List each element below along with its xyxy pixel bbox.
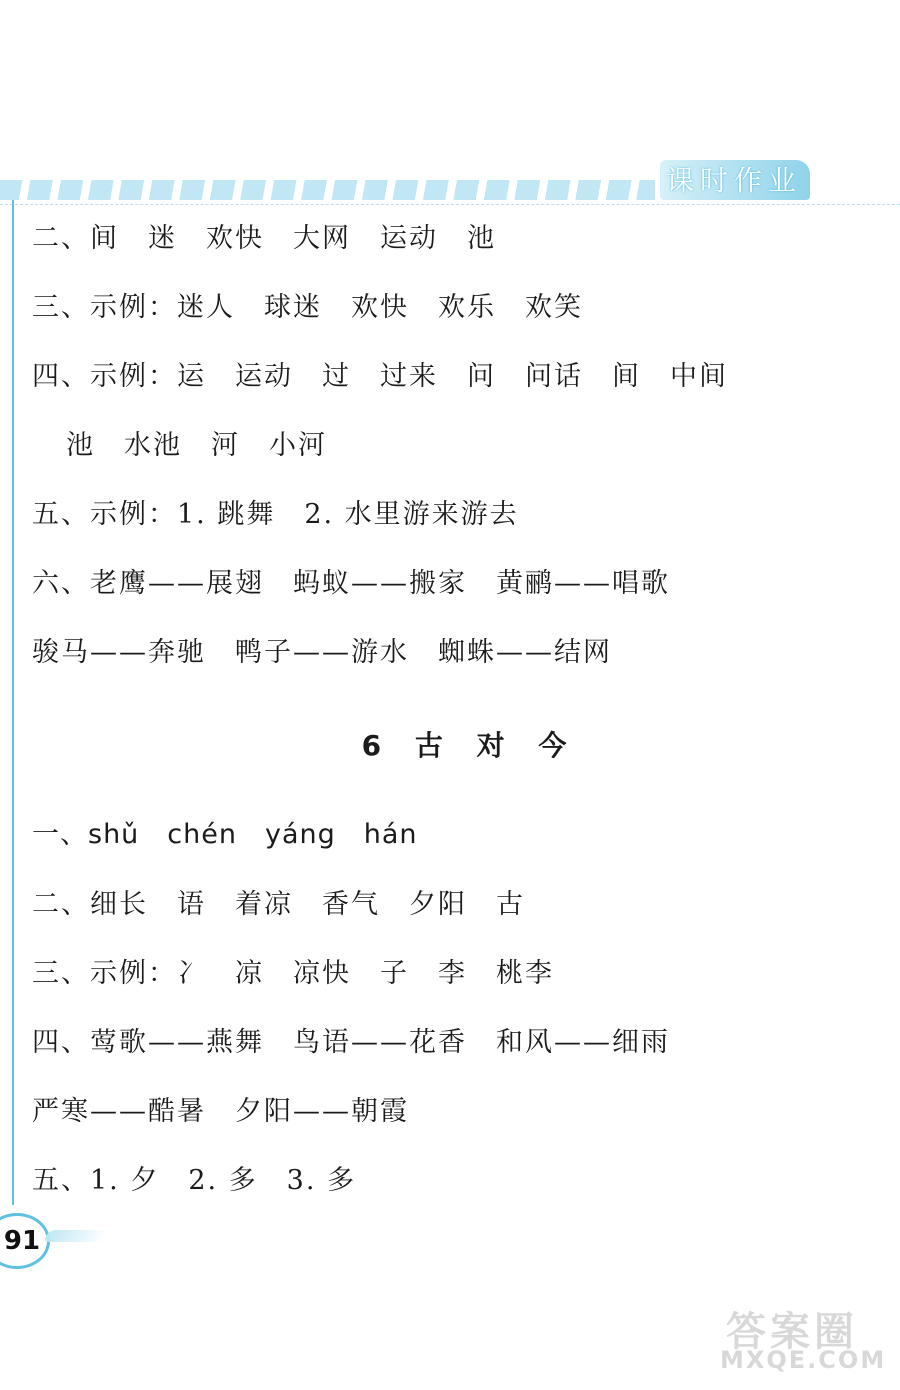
answer-line: 池 水池 河 小河 [66, 430, 327, 461]
header-title: 课时作业 [660, 160, 810, 200]
page-number-ribbon [43, 1230, 110, 1242]
margin-rule [12, 200, 14, 1205]
answer-line: 一、shǔ chén yáng hán [32, 819, 418, 850]
watermark-url: MXQE.COM [720, 1346, 887, 1374]
answer-line: 五、示例：1. 跳舞 2. 水里游来游去 [32, 499, 519, 530]
answer-line: 四、莺歌——燕舞 鸟语——花香 和风——细雨 [32, 1027, 670, 1058]
answer-line: 二、细长 语 着凉 香气 夕阳 古 [32, 889, 525, 920]
answer-line: 六、老鹰——展翅 蚂蚁——搬家 黄鹂——唱歌 [32, 568, 670, 599]
answer-line: 四、示例：运 运动 过 过来 问 问话 间 中间 [32, 361, 728, 392]
page-number: 91 [0, 1213, 50, 1269]
watermark-logo-text: 答案圈 [726, 1309, 858, 1355]
header-stripe [0, 180, 655, 200]
answer-line: 五、1. 夕 2. 多 3. 多 [32, 1165, 357, 1196]
answer-line: 严寒——酷暑 夕阳——朝霞 [32, 1096, 409, 1127]
answer-line: 三、示例：冫 凉 凉快 子 李 桃李 [32, 958, 554, 989]
watermark [720, 1300, 890, 1380]
answer-line: 三、示例：迷人 球迷 欢快 欢乐 欢笑 [32, 292, 583, 323]
answer-line: 二、间 迷 欢快 大网 运动 池 [32, 223, 496, 254]
lesson-title: 6 古 对 今 [361, 729, 579, 762]
header-divider [0, 204, 900, 205]
answer-line: 骏马——奔驰 鸭子——游水 蜘蛛——结网 [32, 637, 612, 668]
